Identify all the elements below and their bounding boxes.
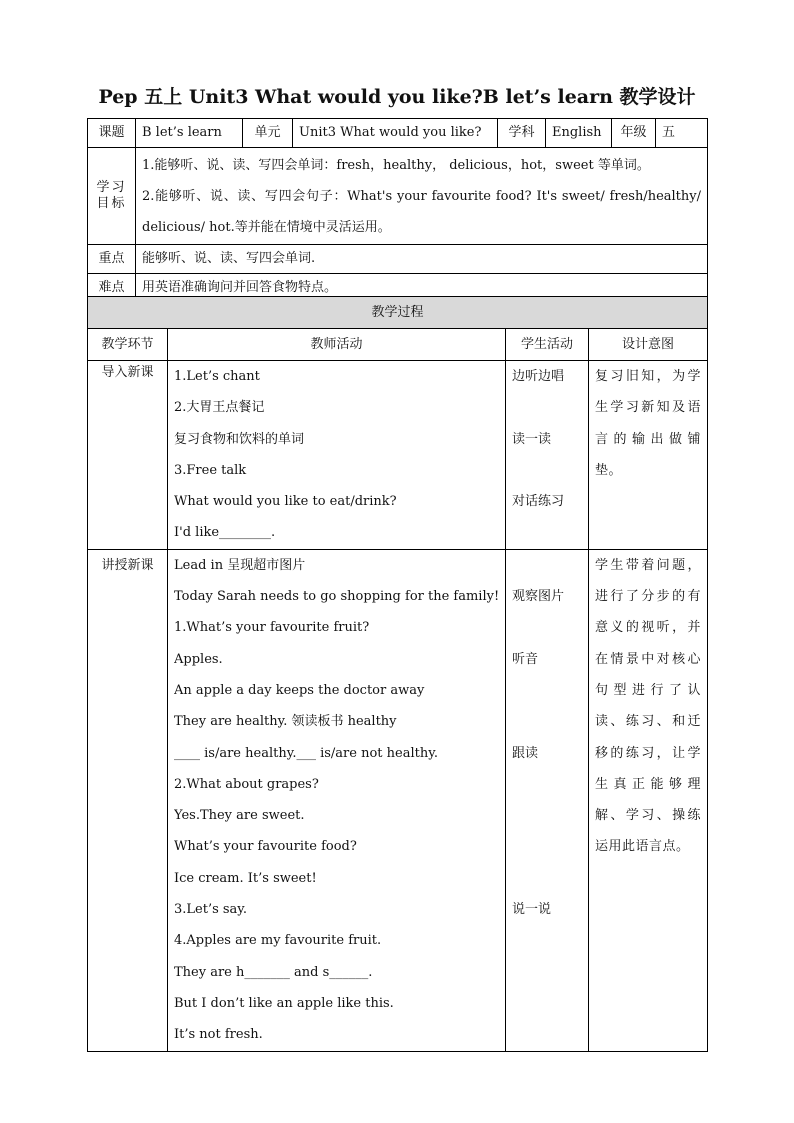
teacher-line: Lead in 呈现超市图片: [174, 557, 306, 573]
teacher-line: 3.Let’s say.: [174, 902, 248, 918]
student-line: [512, 1019, 582, 1050]
teacher-line: ____ is/are healthy.___ is/are not healthy.: [174, 745, 438, 761]
goal-item: 1.能够听、说、读、写四会单词：fresh，healthy， delicious，hot，sweet 等单词。: [142, 157, 650, 173]
student-line: [512, 517, 582, 548]
column-header: 教学环节: [88, 329, 168, 361]
info-table: [87, 118, 708, 303]
teacher-line: Yes.They are sweet.: [174, 808, 305, 824]
student-line: 对话练习: [512, 494, 565, 510]
unit-label: 单元: [243, 119, 293, 148]
teacher-line: It’s not fresh.: [174, 1027, 263, 1043]
teacher-line: Today Sarah needs to go shopping for the family!: [174, 589, 499, 605]
student-line: [512, 706, 582, 737]
student-line: [512, 675, 582, 706]
student-cell: [506, 361, 589, 550]
teacher-line: 1.Let’s chant: [174, 369, 260, 384]
table-row: [88, 361, 708, 550]
difficult-label: 难点: [88, 274, 136, 303]
student-cell: [506, 549, 589, 1051]
goals-label: 学习目标: [88, 148, 136, 245]
student-line: [512, 863, 582, 894]
student-line: 说一说: [512, 902, 552, 918]
student-line: [512, 455, 582, 486]
process-header: 教学过程: [88, 297, 708, 329]
student-line: [512, 957, 582, 988]
goals-cell: [136, 148, 708, 245]
student-line: [512, 925, 582, 956]
topic-label: 课题: [88, 119, 136, 148]
key-label: 重点: [88, 245, 136, 274]
student-line: 观察图片: [512, 589, 565, 605]
goal-item: 2.能够听、说、读、写四会句子：What's your favourite food? It's sweet/ fresh/healthy/ delicious/ hot.等并能在情境中灵活运用。: [142, 188, 701, 235]
teacher-cell: [168, 549, 506, 1051]
column-header: 学生活动: [506, 329, 589, 361]
purpose-cell: 复习旧知，为学生学习新知及语言的输出做铺垫。: [589, 361, 708, 550]
student-line: [512, 392, 582, 423]
teacher-line: Apples.: [174, 651, 223, 667]
grade-label: 年级: [612, 119, 656, 148]
teacher-line: But I don’t like an apple like this.: [174, 995, 394, 1011]
grade-value: 五: [656, 119, 708, 148]
student-line: [512, 769, 582, 800]
student-line: [512, 550, 582, 581]
unit-value: Unit3 What would you like?: [293, 119, 498, 148]
student-line: [512, 988, 582, 1019]
student-line: [512, 612, 582, 643]
topic-value: B let’s learn: [136, 119, 243, 148]
stage-cell: 导入新课: [88, 361, 168, 550]
process-table: [87, 296, 708, 1052]
teacher-line: 复习食物和饮料的单词: [174, 431, 305, 447]
teacher-line: I'd like________.: [174, 525, 276, 541]
teacher-line: 2.大胃王点餐记: [174, 400, 265, 416]
teacher-line: What’s your favourite food?: [174, 839, 357, 855]
student-line: [512, 831, 582, 862]
teacher-line: What would you like to eat/drink?: [174, 494, 397, 510]
subject-label: 学科: [498, 119, 546, 148]
page-title: Pep 五上 Unit3 What would you like?B let’s learn 教学设计: [98, 86, 696, 108]
teacher-line: 1.What’s your favourite fruit?: [174, 620, 370, 636]
stage-cell: 讲授新课: [88, 549, 168, 1051]
student-line: 跟读: [512, 745, 539, 761]
column-header: 教师活动: [168, 329, 506, 361]
student-line: [512, 800, 582, 831]
teacher-line: They are healthy. 领读板书 healthy: [174, 714, 397, 730]
table-row: [88, 549, 708, 1051]
student-line: 读一读: [512, 431, 552, 447]
teacher-line: 4.Apples are my favourite fruit.: [174, 933, 382, 949]
teacher-line: An apple a day keeps the doctor away: [174, 682, 425, 698]
subject-value: English: [546, 119, 612, 148]
teacher-line: 2.What about grapes?: [174, 776, 319, 792]
teacher-cell: [168, 361, 506, 550]
student-line: 听音: [512, 651, 539, 667]
column-header: 设计意图: [589, 329, 708, 361]
difficult-value: 用英语准确询问并回答食物特点。: [136, 274, 708, 303]
teacher-line: 3.Free talk: [174, 462, 247, 478]
teacher-line: Ice cream. It’s sweet!: [174, 870, 317, 886]
purpose-cell: 学生带着问题，进行了分步的有意义的视听，并在情景中对核心句型进行了认读、练习、和迁移的练习，让学生真正能够理解、学习、操练运用此语言点。: [589, 549, 708, 1051]
teacher-line: They are h_______ and s______.: [174, 964, 373, 980]
student-line: 边听边唱: [512, 369, 565, 384]
key-value: 能够听、说、读、写四会单词.: [136, 245, 708, 274]
